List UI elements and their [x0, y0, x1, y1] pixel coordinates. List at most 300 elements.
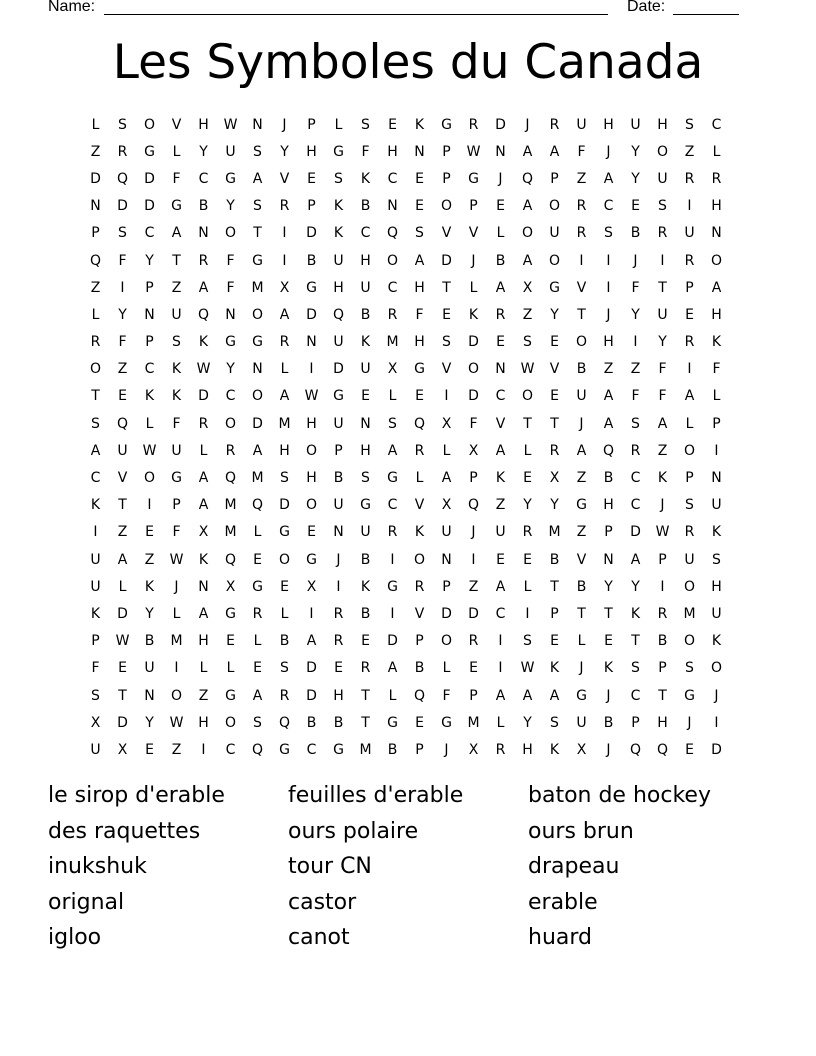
- grid-letter: I: [498, 660, 503, 677]
- grid-letter: U: [333, 252, 344, 269]
- grid-letter: D: [117, 714, 128, 731]
- grid-letter: J: [606, 687, 611, 704]
- grid-letter: L: [253, 633, 262, 650]
- grid-letter: N: [90, 198, 101, 215]
- grid-letter: E: [496, 198, 505, 215]
- date-label: Date:: [627, 0, 666, 15]
- grid-letter: Q: [224, 470, 237, 487]
- grid-letter: D: [306, 306, 317, 323]
- grid-letter: E: [253, 551, 262, 568]
- grid-letter: U: [171, 306, 182, 323]
- word-bank-item: castor: [288, 889, 357, 915]
- grid-letter: H: [198, 116, 209, 133]
- grid-letter: Q: [386, 225, 399, 242]
- grid-letter: E: [415, 388, 424, 405]
- grid-letter: J: [660, 497, 665, 514]
- grid-letter: E: [685, 306, 694, 323]
- grid-letter: F: [469, 415, 478, 432]
- grid-letter: V: [495, 415, 506, 432]
- grid-letter: O: [170, 687, 183, 704]
- grid-letter: F: [415, 306, 424, 323]
- grid-letter: S: [631, 415, 640, 432]
- grid-letter: C: [495, 388, 506, 405]
- grid-letter: D: [198, 388, 209, 405]
- grid-letter: S: [712, 551, 721, 568]
- grid-letter: M: [278, 415, 291, 432]
- grid-letter: F: [172, 170, 181, 187]
- grid-letter: B: [387, 741, 398, 758]
- grid-letter: R: [711, 170, 722, 187]
- grid-letter: I: [309, 605, 314, 622]
- grid-letter: I: [147, 497, 152, 514]
- grid-letter: H: [333, 687, 344, 704]
- grid-letter: U: [576, 388, 587, 405]
- grid-letter: S: [361, 470, 370, 487]
- grid-letter: L: [469, 279, 478, 296]
- grid-letter: S: [280, 660, 289, 677]
- grid-letter: H: [603, 116, 614, 133]
- grid-letter: S: [334, 170, 343, 187]
- grid-letter: Z: [171, 741, 182, 758]
- grid-letter: O: [251, 388, 264, 405]
- grid-letter: G: [171, 198, 182, 215]
- grid-letter: Q: [413, 687, 426, 704]
- grid-letter: B: [306, 252, 317, 269]
- grid-letter: A: [279, 306, 290, 323]
- grid-letter: T: [550, 415, 559, 432]
- grid-letter: Q: [197, 306, 210, 323]
- grid-letter: L: [523, 442, 532, 459]
- grid-letter: O: [548, 198, 561, 215]
- grid-letter: R: [414, 578, 425, 595]
- grid-letter: G: [387, 714, 398, 731]
- grid-letter: D: [306, 225, 317, 242]
- grid-letter: J: [714, 687, 719, 704]
- grid-letter: K: [333, 225, 344, 242]
- grid-row: [82, 329, 730, 356]
- grid-letter: G: [306, 551, 317, 568]
- word-bank-item: des raquettes: [48, 818, 201, 844]
- grid-letter: P: [550, 605, 559, 622]
- grid-letter: H: [414, 334, 425, 351]
- grid-letter: L: [577, 633, 586, 650]
- grid-letter: L: [91, 306, 100, 323]
- grid-letter: S: [415, 225, 424, 242]
- grid-letter: N: [144, 306, 155, 323]
- grid-letter: R: [684, 170, 695, 187]
- grid-letter: X: [279, 279, 290, 296]
- grid-letter: K: [711, 524, 722, 541]
- grid-letter: I: [174, 660, 179, 677]
- grid-letter: P: [442, 143, 451, 160]
- grid-letter: B: [333, 714, 344, 731]
- grid-letter: A: [306, 633, 317, 650]
- grid-letter: Y: [145, 605, 154, 622]
- grid-letter: S: [91, 415, 100, 432]
- grid-letter: Z: [117, 524, 128, 541]
- grid-letter: O: [656, 143, 669, 160]
- grid-letter: L: [172, 143, 181, 160]
- grid-letter: E: [118, 388, 127, 405]
- grid-letter: K: [360, 578, 371, 595]
- grid-letter: P: [91, 633, 100, 650]
- grid-letter: B: [549, 551, 560, 568]
- grid-letter: X: [441, 415, 452, 432]
- grid-letter: G: [414, 361, 425, 378]
- grid-letter: Y: [604, 578, 613, 595]
- grid-letter: Q: [251, 497, 264, 514]
- grid-letter: A: [522, 198, 533, 215]
- grid-letter: R: [225, 442, 236, 459]
- grid-letter: G: [576, 687, 587, 704]
- grid-letter: C: [306, 741, 317, 758]
- grid-letter: W: [169, 551, 184, 568]
- grid-letter: Q: [224, 551, 237, 568]
- grid-letter: D: [387, 633, 398, 650]
- grid-letter: D: [630, 524, 641, 541]
- grid-letter: S: [361, 116, 370, 133]
- grid-letter: I: [606, 252, 611, 269]
- grid-letter: A: [279, 388, 290, 405]
- grid-letter: T: [523, 415, 532, 432]
- grid-letter: K: [630, 605, 641, 622]
- grid-letter: H: [657, 714, 668, 731]
- grid-letter: P: [415, 633, 424, 650]
- grid-letter: W: [196, 361, 211, 378]
- grid-letter: T: [577, 306, 586, 323]
- grid-letter: P: [685, 279, 694, 296]
- grid-letter: A: [576, 442, 587, 459]
- grid-letter: O: [305, 442, 318, 459]
- grid-letter: B: [603, 470, 614, 487]
- grid-letter: N: [225, 306, 236, 323]
- grid-letter: G: [252, 334, 263, 351]
- grid-letter: K: [657, 470, 668, 487]
- grid-letter: R: [468, 116, 479, 133]
- grid-letter: G: [387, 578, 398, 595]
- grid-letter: G: [576, 497, 587, 514]
- grid-letter: N: [306, 334, 317, 351]
- grid-letter: B: [495, 252, 506, 269]
- grid-letter: D: [441, 605, 452, 622]
- grid-letter: F: [172, 415, 181, 432]
- grid-letter: R: [360, 660, 371, 677]
- word-bank-item: le sirop d'erable: [48, 783, 225, 808]
- grid-letter: E: [226, 633, 235, 650]
- grid-letter: B: [657, 633, 668, 650]
- grid-letter: I: [660, 252, 665, 269]
- word-bank-item: tour CN: [288, 854, 372, 879]
- grid-letter: B: [576, 578, 587, 595]
- grid-letter: U: [684, 551, 695, 568]
- grid-letter: O: [683, 633, 696, 650]
- grid-letter: K: [171, 388, 182, 405]
- grid-letter: S: [442, 334, 451, 351]
- grid-letter: E: [469, 660, 478, 677]
- grid-letter: E: [523, 551, 532, 568]
- grid-letter: Z: [576, 170, 587, 187]
- grid-letter: T: [361, 714, 370, 731]
- grid-letter: O: [305, 497, 318, 514]
- grid-letter: O: [251, 306, 264, 323]
- grid-letter: O: [710, 252, 723, 269]
- grid-letter: H: [198, 714, 209, 731]
- grid-letter: H: [711, 578, 722, 595]
- word-bank-item: drapeau: [528, 854, 620, 879]
- grid-letter: B: [630, 225, 641, 242]
- grid-letter: N: [333, 524, 344, 541]
- page-title: Les Symboles du Canada: [112, 35, 704, 90]
- grid-letter: D: [711, 741, 722, 758]
- grid-row: [82, 682, 730, 709]
- name-label: Name:: [48, 0, 96, 15]
- grid-letter: M: [251, 470, 264, 487]
- grid-letter: R: [90, 334, 101, 351]
- grid-letter: O: [143, 116, 156, 133]
- grid-letter: Q: [116, 170, 129, 187]
- grid-letter: Q: [278, 714, 291, 731]
- grid-letter: G: [360, 497, 371, 514]
- grid-letter: S: [685, 116, 694, 133]
- grid-letter: R: [657, 605, 668, 622]
- grid-letter: R: [414, 442, 425, 459]
- grid-letter: L: [712, 143, 721, 160]
- grid-letter: Y: [145, 714, 154, 731]
- grid-letter: R: [576, 198, 587, 215]
- grid-letter: Q: [629, 741, 642, 758]
- grid-letter: Y: [523, 497, 532, 514]
- grid-letter: G: [441, 714, 452, 731]
- grid-letter: C: [603, 198, 614, 215]
- grid-letter: S: [172, 334, 181, 351]
- grid-letter: F: [226, 279, 235, 296]
- grid-letter: Y: [145, 252, 154, 269]
- grid-letter: D: [468, 605, 479, 622]
- grid-letter: A: [252, 442, 263, 459]
- grid-letter: W: [304, 388, 319, 405]
- grid-letter: O: [278, 551, 291, 568]
- grid-letter: H: [333, 279, 344, 296]
- grid-letter: X: [306, 578, 317, 595]
- grid-letter: L: [334, 116, 343, 133]
- grid-letter: X: [198, 524, 209, 541]
- grid-letter: Y: [550, 306, 559, 323]
- grid-letter: L: [415, 470, 424, 487]
- grid-letter: T: [658, 687, 667, 704]
- grid-row: [82, 736, 730, 763]
- grid-letter: Q: [467, 497, 480, 514]
- grid-letter: I: [714, 714, 719, 731]
- grid-letter: D: [144, 198, 155, 215]
- grid-letter: W: [466, 143, 481, 160]
- grid-letter: P: [91, 225, 100, 242]
- grid-letter: Y: [658, 334, 667, 351]
- grid-letter: S: [280, 470, 289, 487]
- grid-letter: N: [495, 361, 506, 378]
- grid-letter: Y: [631, 170, 640, 187]
- grid-letter: C: [90, 470, 101, 487]
- grid-letter: L: [91, 116, 100, 133]
- grid-letter: J: [336, 551, 341, 568]
- grid-letter: P: [145, 334, 154, 351]
- grid-letter: P: [469, 687, 478, 704]
- grid-letter: F: [172, 524, 181, 541]
- grid-row: [82, 220, 730, 247]
- grid-letter: T: [172, 252, 181, 269]
- grid-letter: Z: [495, 497, 506, 514]
- grid-letter: E: [604, 633, 613, 650]
- grid-letter: K: [711, 633, 722, 650]
- grid-letter: U: [144, 660, 155, 677]
- grid-letter: G: [387, 470, 398, 487]
- grid-letter: U: [90, 551, 101, 568]
- grid-row: [82, 655, 730, 682]
- grid-letter: B: [306, 714, 317, 731]
- word-bank-item: ours brun: [528, 818, 634, 844]
- grid-letter: Z: [117, 361, 128, 378]
- grid-letter: V: [576, 279, 587, 296]
- grid-letter: Y: [226, 198, 235, 215]
- grid-letter: N: [711, 470, 722, 487]
- grid-letter: I: [120, 279, 125, 296]
- grid-letter: W: [520, 660, 535, 677]
- grid-letter: Z: [468, 578, 479, 595]
- grid-letter: O: [521, 388, 534, 405]
- grid-letter: K: [468, 306, 479, 323]
- grid-letter: E: [523, 470, 532, 487]
- grid-letter: O: [224, 415, 237, 432]
- grid-letter: A: [495, 442, 506, 459]
- grid-letter: L: [145, 415, 154, 432]
- grid-letter: E: [307, 170, 316, 187]
- grid-letter: N: [441, 551, 452, 568]
- grid-letter: O: [413, 551, 426, 568]
- grid-letter: P: [145, 279, 154, 296]
- grid-letter: H: [711, 198, 722, 215]
- grid-row: [82, 600, 730, 627]
- date-blank-line: [673, 14, 739, 15]
- grid-row: [82, 437, 730, 464]
- grid-letter: A: [414, 252, 425, 269]
- grid-letter: R: [198, 252, 209, 269]
- grid-letter: S: [685, 497, 694, 514]
- grid-letter: F: [361, 143, 370, 160]
- grid-letter: E: [550, 633, 559, 650]
- grid-letter: T: [550, 578, 559, 595]
- grid-letter: E: [388, 116, 397, 133]
- grid-letter: Y: [226, 361, 235, 378]
- grid-letter: W: [115, 633, 130, 650]
- grid-letter: U: [684, 225, 695, 242]
- grid-letter: R: [522, 524, 533, 541]
- grid-letter: I: [714, 442, 719, 459]
- grid-letter: E: [496, 334, 505, 351]
- grid-letter: X: [468, 442, 479, 459]
- grid-letter: U: [549, 225, 560, 242]
- grid-letter: P: [172, 497, 181, 514]
- grid-letter: C: [387, 279, 398, 296]
- grid-letter: X: [225, 578, 236, 595]
- grid-letter: O: [386, 252, 399, 269]
- grid-letter: E: [253, 660, 262, 677]
- grid-letter: U: [360, 361, 371, 378]
- grid-letter: O: [440, 633, 453, 650]
- grid-letter: G: [171, 470, 182, 487]
- grid-letter: K: [414, 116, 425, 133]
- grid-letter: T: [577, 605, 586, 622]
- grid-letter: K: [549, 660, 560, 677]
- grid-letter: F: [118, 334, 127, 351]
- grid-letter: D: [117, 198, 128, 215]
- grid-letter: K: [90, 497, 101, 514]
- word-bank-item: huard: [528, 925, 592, 950]
- grid-letter: E: [415, 714, 424, 731]
- grid-letter: E: [550, 334, 559, 351]
- grid-letter: S: [388, 415, 397, 432]
- grid-letter: P: [469, 470, 478, 487]
- grid-row: [82, 356, 730, 383]
- grid-letter: D: [252, 415, 263, 432]
- grid-letter: R: [279, 687, 290, 704]
- grid-letter: C: [360, 225, 371, 242]
- grid-letter: Z: [630, 361, 641, 378]
- grid-letter: L: [199, 660, 208, 677]
- grid-letter: J: [525, 116, 530, 133]
- grid-letter: K: [333, 198, 344, 215]
- grid-letter: I: [201, 741, 206, 758]
- grid-letter: S: [604, 225, 613, 242]
- grid-row: [82, 111, 730, 138]
- grid-letter: K: [360, 170, 371, 187]
- grid-letter: V: [441, 225, 452, 242]
- grid-letter: P: [658, 551, 667, 568]
- grid-letter: W: [520, 361, 535, 378]
- grid-letter: F: [442, 687, 451, 704]
- grid-letter: S: [523, 334, 532, 351]
- grid-letter: N: [711, 225, 722, 242]
- grid-letter: G: [225, 170, 236, 187]
- grid-letter: X: [549, 470, 560, 487]
- grid-letter: I: [444, 388, 449, 405]
- grid-letter: Y: [280, 143, 289, 160]
- grid-letter: E: [361, 388, 370, 405]
- grid-letter: Y: [631, 143, 640, 160]
- grid-letter: R: [333, 605, 344, 622]
- grid-letter: K: [360, 334, 371, 351]
- grid-letter: K: [198, 551, 209, 568]
- grid-letter: A: [549, 143, 560, 160]
- grid-letter: U: [333, 334, 344, 351]
- grid-letter: R: [657, 225, 668, 242]
- grid-letter: J: [282, 116, 287, 133]
- grid-letter: J: [174, 578, 179, 595]
- grid-letter: M: [683, 605, 696, 622]
- grid-letter: D: [144, 170, 155, 187]
- grid-letter: H: [198, 633, 209, 650]
- grid-letter: I: [525, 605, 530, 622]
- grid-letter: N: [198, 225, 209, 242]
- grid-letter: V: [576, 551, 587, 568]
- grid-letter: K: [144, 578, 155, 595]
- grid-letter: I: [687, 198, 692, 215]
- grid-letter: S: [253, 714, 262, 731]
- grid-letter: I: [390, 605, 395, 622]
- grid-letter: P: [604, 524, 613, 541]
- grid-letter: M: [170, 633, 183, 650]
- grid-letter: J: [579, 660, 584, 677]
- grid-letter: T: [118, 687, 127, 704]
- grid-letter: R: [198, 415, 209, 432]
